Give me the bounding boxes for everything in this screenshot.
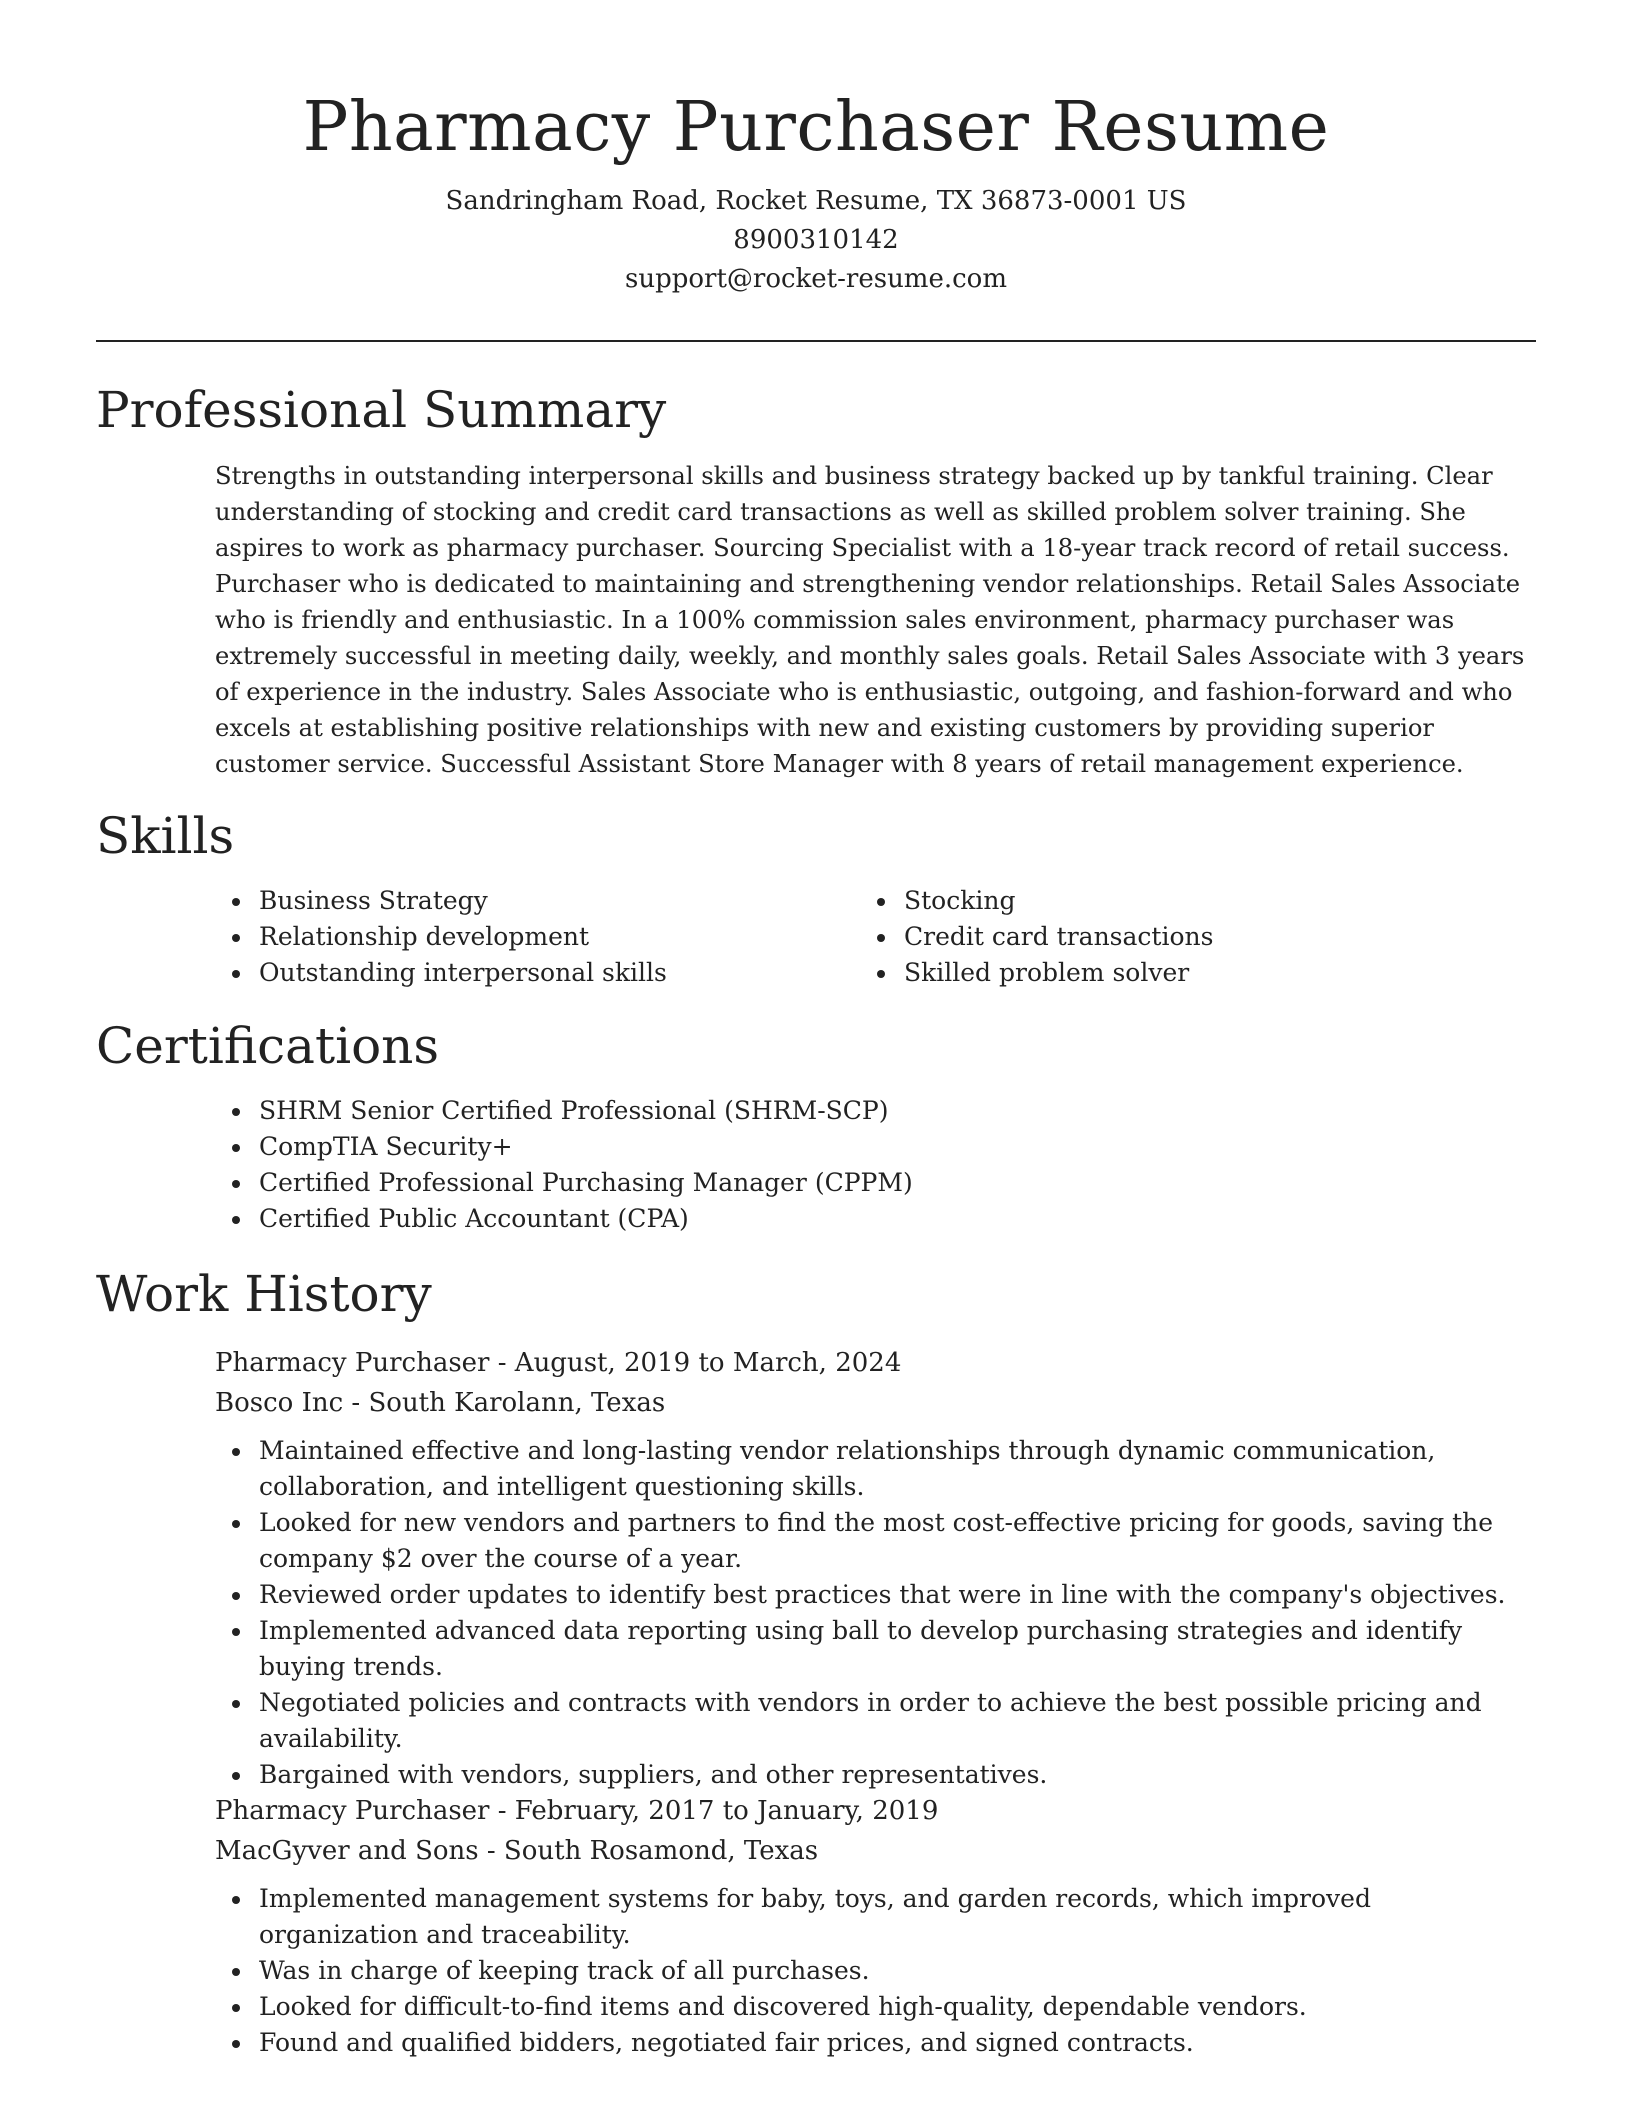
job-company-line: MacGyver and Sons - South Rosamond, Texas <box>215 1836 819 1866</box>
job-bullet: Implemented management systems for baby, toys, and garden records, which improved organization and traceability. <box>215 1881 1535 1953</box>
job-entry <box>215 1343 1535 1793</box>
resume-title: Pharmacy Purchaser Resume <box>302 88 1330 167</box>
work-history-heading: Work History <box>96 1265 432 1323</box>
phone-number: 8900310142 <box>733 225 899 255</box>
certification-item: Certified Public Accountant (CPA) <box>215 1201 1535 1237</box>
summary-section <box>215 458 1535 782</box>
job-bullet: Reviewed order updates to identify best practices that were in line with the company's objectives. <box>215 1577 1535 1613</box>
skill-item: Relationship development <box>215 919 815 955</box>
resume-header <box>0 0 1632 299</box>
job-bullet: Looked for difficult-to-find items and discovered high-quality, dependable vendors. <box>215 1989 1535 2025</box>
job-bullet: Found and qualified bidders, negotiated fair prices, and signed contracts. <box>215 2025 1535 2061</box>
skill-item: Outstanding interpersonal skills <box>215 955 815 991</box>
contact-info <box>0 182 1632 299</box>
job-title-line: Pharmacy Purchaser - February, 2017 to January, 2019 <box>215 1796 939 1826</box>
email-address: support@rocket-resume.com <box>624 264 1007 294</box>
job-bullet: Was in charge of keeping track of all purchases. <box>215 1953 1535 1989</box>
job-bullet: Negotiated policies and contracts with vendors in order to achieve the best possible pricing and availability. <box>215 1685 1535 1757</box>
summary-heading: Professional Summary <box>96 381 667 439</box>
summary-text: Strengths in outstanding interpersonal skills and business strategy backed up by tankful training. Clear understanding of stocking and credit card transactions as well as skilled problem solver training. She aspires to work as pharmacy purchaser. Sourcing Specialist with a 18-year track record of retail success. Purchaser who is dedicated to maintaining and strengthening vendor relationships. Retail Sales Associate who is friendly and enthusiastic. In a 100% commission sales environment, pharmacy purchaser was extremely successful in meeting daily, weekly, and monthly sales goals. Retail Sales Associate with 3 years of experience in the industry. Sales Associate who is enthusiastic, outgoing, and fashion-forward and who excels at establishing positive relationships with new and existing customers by providing superior customer service. Successful Assistant Store Manager with 8 years of retail management experience. <box>215 462 1525 778</box>
certification-item: CompTIA Security+ <box>215 1129 1535 1165</box>
certifications-heading: Certifications <box>96 1017 440 1075</box>
job-bullet: Bargained with vendors, suppliers, and other representatives. <box>215 1757 1535 1793</box>
job-entry <box>215 1791 1535 2061</box>
skills-heading: Skills <box>96 807 235 865</box>
job-bullet: Looked for new vendors and partners to find the most cost-effective pricing for goods, saving the company $2 over the course of a year. <box>215 1505 1535 1577</box>
job-title-line: Pharmacy Purchaser - August, 2019 to March, 2024 <box>215 1348 902 1378</box>
header-divider <box>96 340 1536 342</box>
address: Sandringham Road, Rocket Resume, TX 36873-0001 US <box>445 186 1187 216</box>
job-company-line: Bosco Inc - South Karolann, Texas <box>215 1388 666 1418</box>
certification-item: Certified Professional Purchasing Manager (CPPM) <box>215 1165 1535 1201</box>
skills-column-left <box>215 883 815 991</box>
job-bullet: Maintained effective and long-lasting vendor relationships through dynamic communication, collaboration, and intelligent questioning skills. <box>215 1433 1535 1505</box>
certification-item: SHRM Senior Certified Professional (SHRM-SCP) <box>215 1093 1535 1129</box>
skills-column-right <box>860 883 1460 991</box>
certifications-section <box>215 1093 1535 1237</box>
skill-item: Credit card transactions <box>860 919 1460 955</box>
skill-item: Business Strategy <box>215 883 815 919</box>
skill-item: Stocking <box>860 883 1460 919</box>
job-bullet: Implemented advanced data reporting using ball to develop purchasing strategies and identify buying trends. <box>215 1613 1535 1685</box>
skill-item: Skilled problem solver <box>860 955 1460 991</box>
